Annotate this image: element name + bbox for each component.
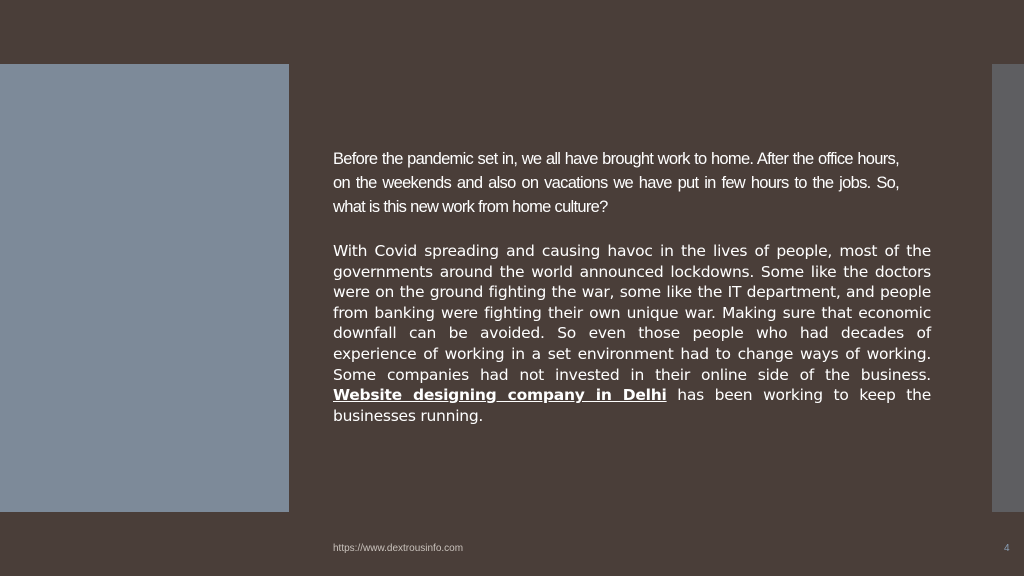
website-designing-link[interactable]: Website designing company in Delhi xyxy=(333,386,667,405)
page-number: 4 xyxy=(1004,543,1010,554)
body-text-after-link: has been working to keep the businesses running. xyxy=(333,386,931,425)
body-paragraph xyxy=(333,241,931,426)
footer-url: https://www.dextrousinfo.com xyxy=(333,543,464,554)
right-accent-strip xyxy=(992,64,1024,512)
slide-content xyxy=(333,147,931,426)
intro-paragraph: Before the pandemic set in, we all have brought work to home. After the office hours, on the weekends and also on vacations we have put in few hours to the jobs. So, what is this new work from home culture? xyxy=(333,150,899,216)
left-image-panel xyxy=(0,64,289,512)
body-text-before-link: With Covid spreading and causing havoc in the lives of people, most of the governments around the world announced lockdowns. Some like the doctors were on the ground fighting the war, some like the IT department, and people from banking were fighting their own unique war. Making sure that economic downfall can be avoided. So even those people who had decades of experience of working in a set environment had to change ways of working. Some companies had not invested in their online side of the business. xyxy=(333,242,931,384)
